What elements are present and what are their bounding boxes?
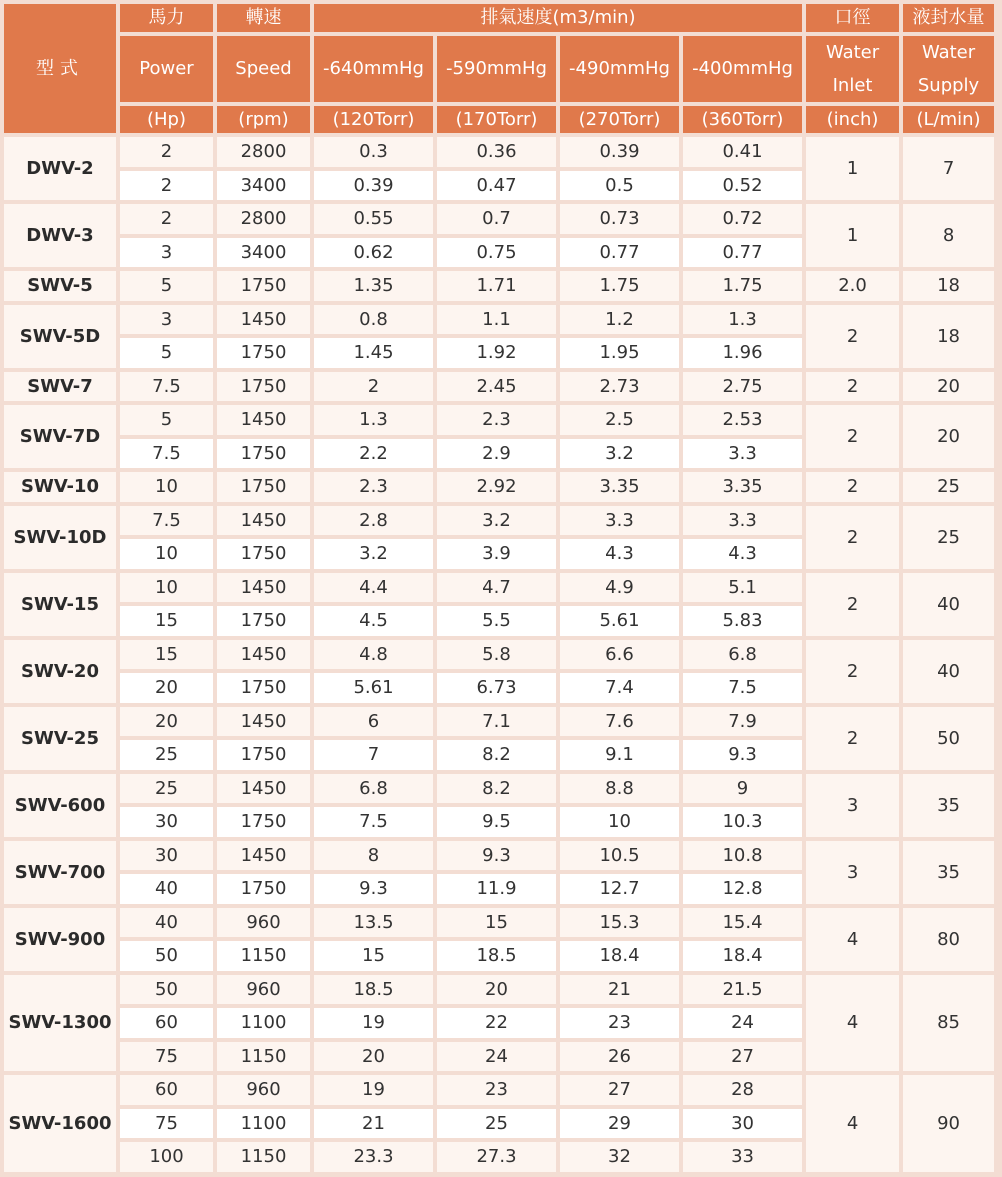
model-header: 型式 [4,4,116,133]
exhaust-490-cell: 3.2 [560,439,679,469]
exhaust-590-cell: 9.3 [437,841,556,871]
speed-cell: 1450 [217,640,310,670]
speed-cell: 1750 [217,539,310,569]
exhaust-400-cell: 0.41 [683,137,802,167]
model-name-cell: SWV-900 [4,908,116,971]
water-supply-cell: 18 [903,305,994,368]
exhaust-590-cell: 9.5 [437,807,556,837]
exhaust-590-cell: 11.9 [437,874,556,904]
exhaust-400-cell: 3.3 [683,506,802,536]
inlet-header-en: Water Inlet [806,36,899,102]
power-cell: 20 [120,707,213,737]
model-name-cell: SWV-15 [4,573,116,636]
inlet-unit: (inch) [806,106,899,133]
speed-cell: 1100 [217,1109,310,1139]
speed-cell: 1750 [217,472,310,502]
model-name-cell: SWV-1300 [4,975,116,1072]
vacuum-header-mmhg: -640mmHg [314,36,433,102]
model-name-cell: SWV-10 [4,472,116,502]
exhaust-640-cell: 8 [314,841,433,871]
exhaust-490-cell: 12.7 [560,874,679,904]
power-cell: 20 [120,673,213,703]
water-inlet-cell: 2 [806,506,899,569]
exhaust-590-cell: 24 [437,1042,556,1072]
exhaust-400-cell: 0.52 [683,171,802,201]
exhaust-490-cell: 1.95 [560,338,679,368]
exhaust-header: 排氣速度(m3/min) [314,4,802,32]
speed-cell: 1750 [217,372,310,402]
power-cell: 5 [120,338,213,368]
model-name-cell: SWV-25 [4,707,116,770]
table-row [4,774,994,804]
water-inlet-cell: 2 [806,405,899,468]
table-row [4,975,994,1005]
water-supply-cell: 90 [903,1075,994,1172]
speed-cell: 1150 [217,1042,310,1072]
supply-header-en: Water Supply [903,36,994,102]
power-cell: 25 [120,774,213,804]
exhaust-490-cell: 4.3 [560,539,679,569]
exhaust-640-cell: 13.5 [314,908,433,938]
speed-cell: 1150 [217,1142,310,1172]
exhaust-640-cell: 6 [314,707,433,737]
power-cell: 2 [120,171,213,201]
exhaust-590-cell: 4.7 [437,573,556,603]
water-inlet-cell: 3 [806,774,899,837]
exhaust-400-cell: 10.3 [683,807,802,837]
exhaust-590-cell: 0.75 [437,238,556,268]
power-cell: 40 [120,874,213,904]
exhaust-400-cell: 30 [683,1109,802,1139]
table-row [4,841,994,871]
power-cell: 15 [120,606,213,636]
speed-cell: 1450 [217,707,310,737]
water-inlet-cell: 2 [806,640,899,703]
power-header-en: Power [120,36,213,102]
exhaust-400-cell: 3.3 [683,439,802,469]
vacuum-torr: (270Torr) [560,106,679,133]
speed-cell: 960 [217,908,310,938]
speed-cell: 2800 [217,137,310,167]
speed-cell: 1750 [217,807,310,837]
water-inlet-cell: 4 [806,1075,899,1172]
power-cell: 60 [120,1008,213,1038]
exhaust-400-cell: 6.8 [683,640,802,670]
power-cell: 3 [120,305,213,335]
model-name-cell: SWV-700 [4,841,116,904]
power-cell: 75 [120,1042,213,1072]
exhaust-400-cell: 2.75 [683,372,802,402]
exhaust-490-cell: 4.9 [560,573,679,603]
exhaust-640-cell: 2.2 [314,439,433,469]
inlet-header-zh: 口徑 [806,4,899,32]
exhaust-640-cell: 5.61 [314,673,433,703]
power-cell: 25 [120,740,213,770]
table-row [4,1075,994,1105]
model-name-cell: SWV-1600 [4,1075,116,1172]
table-row [4,640,994,670]
exhaust-590-cell: 0.7 [437,204,556,234]
exhaust-490-cell: 10 [560,807,679,837]
table-row [4,372,994,402]
water-supply-cell: 8 [903,204,994,267]
water-inlet-cell: 3 [806,841,899,904]
exhaust-640-cell: 9.3 [314,874,433,904]
water-supply-cell: 35 [903,774,994,837]
exhaust-640-cell: 1.3 [314,405,433,435]
water-inlet-cell: 1 [806,137,899,200]
exhaust-400-cell: 5.83 [683,606,802,636]
power-cell: 40 [120,908,213,938]
supply-header-zh: 液封水量 [903,4,994,32]
exhaust-590-cell: 2.92 [437,472,556,502]
exhaust-400-cell: 5.1 [683,573,802,603]
exhaust-640-cell: 0.3 [314,137,433,167]
exhaust-490-cell: 0.77 [560,238,679,268]
model-name-cell: SWV-7D [4,405,116,468]
exhaust-400-cell: 2.53 [683,405,802,435]
water-supply-cell: 25 [903,472,994,502]
exhaust-640-cell: 0.55 [314,204,433,234]
exhaust-490-cell: 0.39 [560,137,679,167]
power-cell: 2 [120,204,213,234]
exhaust-400-cell: 0.77 [683,238,802,268]
exhaust-400-cell: 15.4 [683,908,802,938]
exhaust-590-cell: 8.2 [437,774,556,804]
speed-header-en: Speed [217,36,310,102]
table-row [4,472,994,502]
exhaust-640-cell: 1.35 [314,271,433,301]
exhaust-400-cell: 10.8 [683,841,802,871]
table-row [4,908,994,938]
model-name-cell: SWV-5D [4,305,116,368]
model-name-cell: SWV-20 [4,640,116,703]
speed-cell: 3400 [217,171,310,201]
exhaust-590-cell: 5.8 [437,640,556,670]
speed-cell: 1450 [217,305,310,335]
power-cell: 100 [120,1142,213,1172]
exhaust-590-cell: 23 [437,1075,556,1105]
exhaust-400-cell: 33 [683,1142,802,1172]
exhaust-400-cell: 12.8 [683,874,802,904]
exhaust-400-cell: 27 [683,1042,802,1072]
exhaust-400-cell: 0.72 [683,204,802,234]
model-name-cell: SWV-600 [4,774,116,837]
water-supply-cell: 40 [903,640,994,703]
exhaust-640-cell: 2.8 [314,506,433,536]
speed-cell: 1450 [217,841,310,871]
exhaust-590-cell: 3.9 [437,539,556,569]
exhaust-640-cell: 20 [314,1042,433,1072]
water-supply-cell: 40 [903,573,994,636]
power-cell: 5 [120,405,213,435]
supply-unit: (L/min) [903,106,994,133]
table-body [4,137,994,1172]
speed-cell: 1750 [217,673,310,703]
table-row [4,305,994,335]
power-cell: 30 [120,841,213,871]
power-header-zh: 馬力 [120,4,213,32]
water-supply-cell: 20 [903,372,994,402]
exhaust-640-cell: 2.3 [314,472,433,502]
exhaust-590-cell: 2.3 [437,405,556,435]
exhaust-640-cell: 7 [314,740,433,770]
table-row [4,271,994,301]
exhaust-490-cell: 27 [560,1075,679,1105]
power-cell: 15 [120,640,213,670]
exhaust-400-cell: 18.4 [683,941,802,971]
exhaust-490-cell: 8.8 [560,774,679,804]
water-supply-cell: 18 [903,271,994,301]
exhaust-590-cell: 2.9 [437,439,556,469]
power-cell: 7.5 [120,506,213,536]
exhaust-490-cell: 10.5 [560,841,679,871]
water-supply-cell: 50 [903,707,994,770]
model-name-cell: DWV-3 [4,204,116,267]
exhaust-400-cell: 1.3 [683,305,802,335]
table-row [4,137,994,167]
exhaust-490-cell: 29 [560,1109,679,1139]
exhaust-640-cell: 6.8 [314,774,433,804]
speed-cell: 1750 [217,874,310,904]
model-name-cell: DWV-2 [4,137,116,200]
exhaust-490-cell: 21 [560,975,679,1005]
exhaust-640-cell: 15 [314,941,433,971]
exhaust-590-cell: 5.5 [437,606,556,636]
exhaust-590-cell: 2.45 [437,372,556,402]
exhaust-400-cell: 4.3 [683,539,802,569]
exhaust-640-cell: 19 [314,1008,433,1038]
exhaust-640-cell: 4.5 [314,606,433,636]
vacuum-header-mmhg: -590mmHg [437,36,556,102]
water-inlet-cell: 2 [806,573,899,636]
exhaust-400-cell: 28 [683,1075,802,1105]
exhaust-490-cell: 15.3 [560,908,679,938]
exhaust-490-cell: 0.73 [560,204,679,234]
exhaust-640-cell: 7.5 [314,807,433,837]
exhaust-400-cell: 1.96 [683,338,802,368]
water-inlet-cell: 4 [806,975,899,1072]
exhaust-590-cell: 6.73 [437,673,556,703]
table-header [4,4,994,133]
speed-cell: 3400 [217,238,310,268]
power-cell: 30 [120,807,213,837]
power-cell: 2 [120,137,213,167]
power-cell: 50 [120,975,213,1005]
power-cell: 10 [120,472,213,502]
water-inlet-cell: 2 [806,372,899,402]
speed-cell: 1750 [217,606,310,636]
power-unit: (Hp) [120,106,213,133]
exhaust-400-cell: 3.35 [683,472,802,502]
exhaust-490-cell: 1.2 [560,305,679,335]
model-name-cell: SWV-5 [4,271,116,301]
exhaust-490-cell: 18.4 [560,941,679,971]
speed-header-zh: 轉速 [217,4,310,32]
speed-cell: 1450 [217,405,310,435]
exhaust-640-cell: 19 [314,1075,433,1105]
power-cell: 10 [120,573,213,603]
power-cell: 7.5 [120,439,213,469]
vacuum-torr: (170Torr) [437,106,556,133]
table-row [4,204,994,234]
power-cell: 60 [120,1075,213,1105]
exhaust-640-cell: 4.4 [314,573,433,603]
exhaust-640-cell: 0.62 [314,238,433,268]
model-name-cell: SWV-10D [4,506,116,569]
power-cell: 10 [120,539,213,569]
table-row [4,707,994,737]
exhaust-640-cell: 0.8 [314,305,433,335]
power-cell: 75 [120,1109,213,1139]
exhaust-590-cell: 1.92 [437,338,556,368]
water-supply-cell: 25 [903,506,994,569]
speed-unit: (rpm) [217,106,310,133]
exhaust-640-cell: 3.2 [314,539,433,569]
power-cell: 7.5 [120,372,213,402]
exhaust-590-cell: 22 [437,1008,556,1038]
water-inlet-cell: 2 [806,707,899,770]
exhaust-590-cell: 7.1 [437,707,556,737]
vacuum-header-mmhg: -400mmHg [683,36,802,102]
exhaust-490-cell: 2.73 [560,372,679,402]
exhaust-490-cell: 2.5 [560,405,679,435]
vacuum-torr: (120Torr) [314,106,433,133]
exhaust-400-cell: 7.9 [683,707,802,737]
speed-cell: 1450 [217,774,310,804]
vacuum-header-mmhg: -490mmHg [560,36,679,102]
table-row [4,506,994,536]
exhaust-590-cell: 8.2 [437,740,556,770]
water-inlet-cell: 2 [806,472,899,502]
exhaust-400-cell: 7.5 [683,673,802,703]
vacuum-torr: (360Torr) [683,106,802,133]
exhaust-590-cell: 27.3 [437,1142,556,1172]
speed-cell: 1750 [217,338,310,368]
power-cell: 3 [120,238,213,268]
water-inlet-cell: 1 [806,204,899,267]
speed-cell: 2800 [217,204,310,234]
exhaust-490-cell: 3.3 [560,506,679,536]
table-row [4,405,994,435]
exhaust-640-cell: 23.3 [314,1142,433,1172]
exhaust-590-cell: 20 [437,975,556,1005]
power-cell: 50 [120,941,213,971]
speed-cell: 1450 [217,573,310,603]
exhaust-490-cell: 23 [560,1008,679,1038]
exhaust-590-cell: 1.71 [437,271,556,301]
table-row [4,573,994,603]
speed-cell: 1750 [217,439,310,469]
exhaust-490-cell: 1.75 [560,271,679,301]
exhaust-640-cell: 21 [314,1109,433,1139]
exhaust-490-cell: 7.4 [560,673,679,703]
exhaust-590-cell: 15 [437,908,556,938]
exhaust-640-cell: 1.45 [314,338,433,368]
exhaust-490-cell: 5.61 [560,606,679,636]
exhaust-400-cell: 9.3 [683,740,802,770]
exhaust-490-cell: 9.1 [560,740,679,770]
water-inlet-cell: 4 [806,908,899,971]
speed-cell: 960 [217,975,310,1005]
exhaust-640-cell: 2 [314,372,433,402]
exhaust-640-cell: 0.39 [314,171,433,201]
water-inlet-cell: 2 [806,305,899,368]
exhaust-490-cell: 26 [560,1042,679,1072]
exhaust-490-cell: 7.6 [560,707,679,737]
exhaust-490-cell: 32 [560,1142,679,1172]
speed-cell: 1100 [217,1008,310,1038]
exhaust-590-cell: 0.36 [437,137,556,167]
exhaust-590-cell: 25 [437,1109,556,1139]
speed-cell: 960 [217,1075,310,1105]
exhaust-590-cell: 18.5 [437,941,556,971]
exhaust-590-cell: 3.2 [437,506,556,536]
exhaust-490-cell: 0.5 [560,171,679,201]
exhaust-490-cell: 6.6 [560,640,679,670]
exhaust-400-cell: 9 [683,774,802,804]
exhaust-640-cell: 4.8 [314,640,433,670]
exhaust-490-cell: 3.35 [560,472,679,502]
exhaust-400-cell: 1.75 [683,271,802,301]
water-supply-cell: 20 [903,405,994,468]
exhaust-400-cell: 24 [683,1008,802,1038]
water-supply-cell: 35 [903,841,994,904]
speed-cell: 1150 [217,941,310,971]
exhaust-640-cell: 18.5 [314,975,433,1005]
speed-cell: 1750 [217,740,310,770]
water-inlet-cell: 2.0 [806,271,899,301]
water-supply-cell: 85 [903,975,994,1072]
exhaust-400-cell: 21.5 [683,975,802,1005]
exhaust-590-cell: 0.47 [437,171,556,201]
power-cell: 5 [120,271,213,301]
water-supply-cell: 80 [903,908,994,971]
exhaust-590-cell: 1.1 [437,305,556,335]
speed-cell: 1750 [217,271,310,301]
model-name-cell: SWV-7 [4,372,116,402]
water-supply-cell: 7 [903,137,994,200]
speed-cell: 1450 [217,506,310,536]
